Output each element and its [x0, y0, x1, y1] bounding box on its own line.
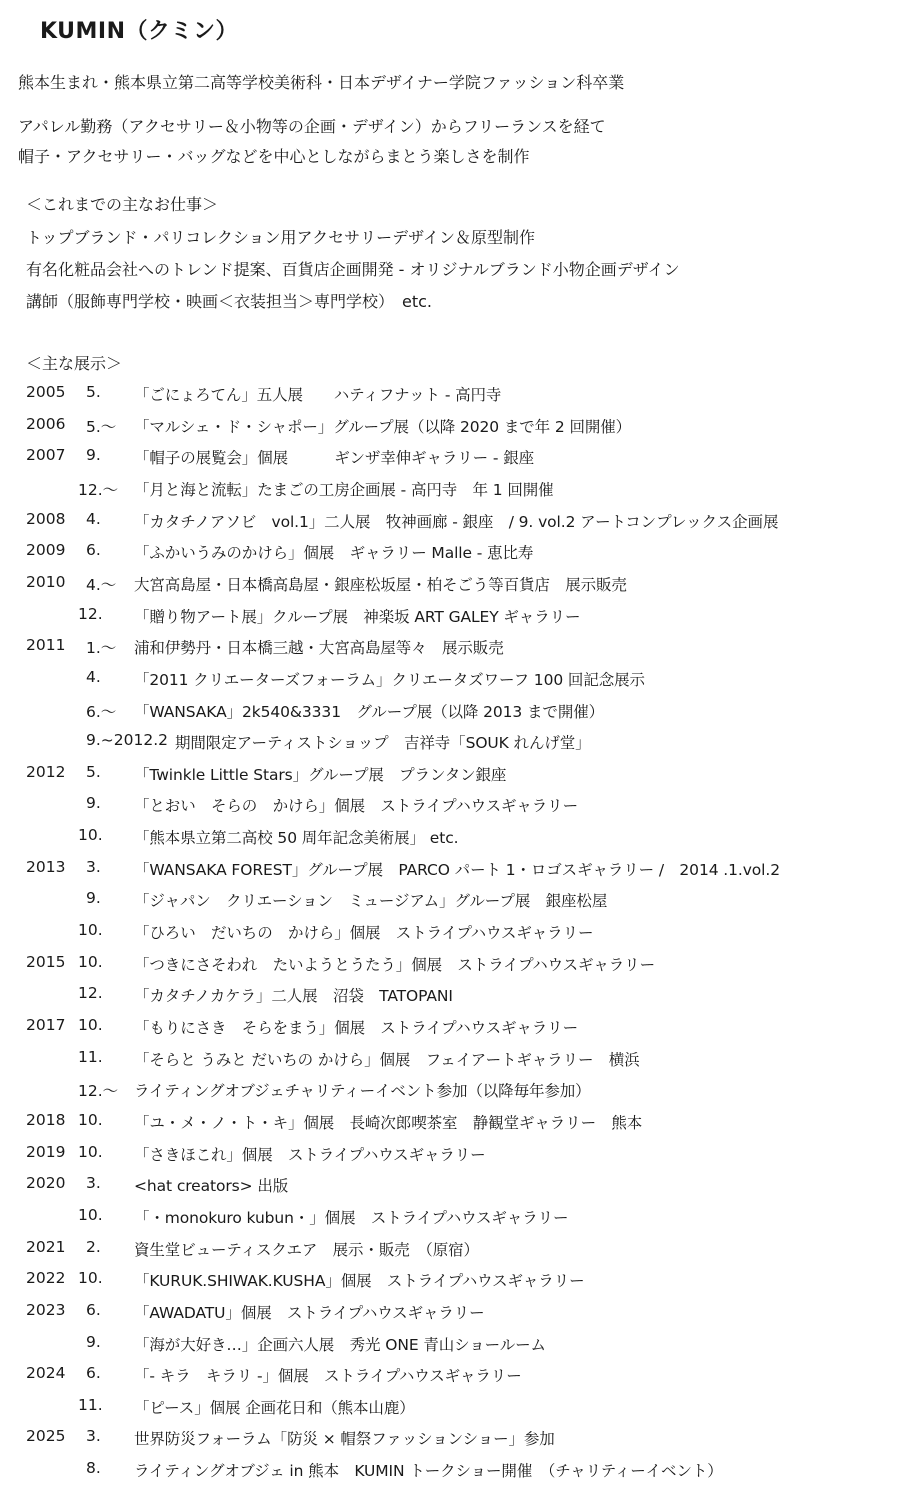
exhibition-row [0, 668, 900, 692]
exhibition-row [0, 1079, 900, 1103]
exhibition-month: 9. [86, 889, 101, 908]
exhibition-row [0, 1396, 900, 1420]
exhibition-month: 8. [86, 1459, 101, 1478]
exhibition-month: 3. [86, 1427, 101, 1446]
exhibition-row [0, 889, 900, 913]
exhibition-description: 「とおい そらの かけら」個展 ストライプハウスギャラリー [134, 797, 578, 816]
exhibition-month: 10. [78, 826, 103, 845]
exhibition-description: 「AWADATU」個展 ストライプハウスギャラリー [134, 1303, 485, 1322]
exhibition-row [0, 1238, 900, 1262]
exhibition-row [0, 415, 900, 439]
exhibition-description: ライティングオブジェチャリティーイベント参加（以降毎年参加） [134, 1082, 591, 1101]
works-heading: ＜これまでの主なお仕事＞ [26, 195, 219, 214]
exhibition-row [0, 446, 900, 470]
exhibition-description: <hat creators> 出版 [134, 1177, 289, 1196]
exhibition-month: 3. [86, 1174, 101, 1193]
exhibition-month: 9. [86, 794, 101, 813]
exhibition-row [0, 731, 900, 755]
exhibition-description: 「つきにさそわれ たいようとうたう」個展 ストライプハウスギャラリー [134, 955, 655, 974]
exhibition-year: 2005 [26, 383, 66, 401]
exhibitions-heading: ＜主な展示＞ [26, 354, 123, 373]
exhibition-month: 9.~2012.2 [86, 731, 169, 750]
exhibition-description: 「ふかいうみのかけら」個展 ギャラリー Malle - 恵比寿 [134, 544, 534, 563]
exhibition-description: 大宮高島屋・日本橋高島屋・銀座松坂屋・柏そごう等百貨店 展示販売 [134, 575, 627, 594]
exhibition-row [0, 953, 900, 977]
exhibition-row [0, 1333, 900, 1357]
exhibition-year: 2017 [26, 1016, 66, 1034]
exhibition-month: 5.～ [86, 417, 117, 436]
exhibition-row [0, 984, 900, 1008]
exhibition-year: 2013 [26, 857, 66, 876]
exhibition-row [0, 1111, 900, 1135]
exhibition-year: 2018 [26, 1110, 66, 1129]
exhibition-row [0, 794, 900, 818]
intro-line: アパレル勤務（アクセサリー＆小物等の企画・デザイン）からフリーランスを経て [18, 117, 606, 136]
exhibition-year: 2025 [26, 1427, 66, 1446]
exhibition-description: 「WANSAKA FOREST」グループ展 PARCO パート 1・ロゴスギャラリー / 2014 .1.vol.2 [134, 860, 780, 879]
works-item: 有名化粧品会社へのトレンド提案、百貨店企画開発 - オリジナルブランド小物企画デザイン [26, 260, 680, 279]
exhibition-description: 「カタチノアソビ vol.1」二人展 牧神画廊 - 銀座 / 9. vol.2 アートコンプレックス企画展 [134, 512, 779, 531]
exhibition-row [0, 1269, 900, 1293]
exhibition-description: 期間限定アーティストショップ 吉祥寺「SOUK れんげ堂」 [175, 734, 591, 753]
exhibition-description: 「熊本県立第二高校 50 周年記念美術展」 etc. [134, 829, 459, 848]
exhibition-description: 「マルシェ・ド・シャポー」グループ展（以降 2020 まで年 2 回開催） [134, 417, 632, 436]
exhibition-row [0, 1427, 900, 1451]
exhibition-description: ライティングオブジェ in 熊本 KUMIN トークショー開催 （チャリティーイベント） [134, 1462, 723, 1481]
exhibition-year: 2019 [26, 1142, 66, 1161]
exhibition-row [0, 573, 900, 597]
exhibition-row [0, 605, 900, 629]
exhibition-row [0, 921, 900, 945]
exhibition-row [0, 763, 900, 787]
exhibition-row [0, 1364, 900, 1388]
exhibition-description: 「ユ・メ・ノ・ト・キ」個展 長崎次郎喫茶室 静観堂ギャラリー 熊本 [134, 1113, 643, 1132]
exhibition-row [0, 1301, 900, 1325]
exhibition-month: 12. [78, 984, 103, 1003]
works-item: トップブランド・パリコレクション用アクセサリーデザイン＆原型制作 [26, 228, 535, 247]
exhibition-month: 6.～ [86, 702, 117, 721]
exhibition-description: 「・monokuro kubun・」個展 ストライプハウスギャラリー [134, 1208, 569, 1227]
exhibition-year: 2009 [26, 541, 66, 560]
exhibition-description: 「さきほこれ」個展 ストライプハウスギャラリー [134, 1145, 486, 1164]
exhibition-description: 「海が大好き…」企画六人展 秀光 ONE 青山ショールーム [134, 1335, 546, 1354]
exhibition-year: 2020 [26, 1174, 66, 1193]
exhibition-month: 6. [86, 541, 101, 560]
exhibition-row [0, 1459, 900, 1483]
exhibition-row [0, 383, 900, 407]
exhibition-month: 6. [86, 1364, 101, 1383]
exhibition-year: 2006 [26, 414, 66, 433]
exhibition-row [0, 478, 900, 502]
exhibition-row [0, 858, 900, 882]
exhibition-month: 9. [86, 1332, 101, 1351]
exhibition-month: 12.～ [78, 1082, 119, 1101]
exhibition-month: 10. [78, 1269, 103, 1288]
exhibition-description: 「贈り物アート展」クループ展 神楽坂 ART GALEY ギャラリー [134, 607, 581, 626]
exhibition-description: 世界防災フォーラム「防災 × 帽祭ファッションショー」参加 [134, 1430, 555, 1449]
exhibition-year: 2022 [26, 1269, 66, 1288]
exhibition-month: 2. [86, 1237, 101, 1256]
exhibition-description: 「ごにょろてん」五人展 ハティフナット - 高円寺 [134, 386, 502, 404]
exhibition-year: 2008 [26, 509, 66, 528]
exhibition-description: 「KURUK.SHIWAK.KUSHA」個展 ストライプハウスギャラリー [134, 1272, 585, 1291]
exhibition-month: 4. [86, 509, 101, 528]
exhibition-month: 4.～ [86, 575, 117, 594]
exhibition-row [0, 1048, 900, 1072]
exhibition-month: 10. [78, 1142, 103, 1161]
exhibition-row [0, 1174, 900, 1198]
exhibition-month: 10. [78, 1205, 103, 1224]
works-item: 講師（服飾専門学校・映画＜衣装担当＞専門学校） etc. [26, 292, 433, 311]
intro-line: 帽子・アクセサリー・バッグなどを中心としながらまとう楽しさを制作 [18, 147, 530, 166]
exhibition-month: 5. [86, 762, 101, 781]
exhibition-description: 「そらと うみと だいちの かけら」個展 フェイアートギャラリー 横浜 [134, 1050, 640, 1069]
exhibition-month: 5. [86, 383, 101, 401]
exhibition-row [0, 510, 900, 534]
exhibition-month: 12. [78, 604, 103, 623]
exhibition-year: 2023 [26, 1300, 66, 1319]
exhibition-description: 資生堂ビューティスクエア 展示・販売 （原宿） [134, 1240, 479, 1259]
exhibition-month: 10. [78, 1016, 103, 1034]
exhibition-month: 4. [86, 667, 101, 686]
page-title: KUMIN（クミン） [40, 19, 239, 44]
exhibition-month: 11. [78, 1395, 103, 1414]
exhibition-year: 2010 [26, 572, 66, 591]
exhibition-year: 2024 [26, 1364, 66, 1383]
exhibition-row [0, 1206, 900, 1230]
exhibition-month: 1.～ [86, 639, 117, 658]
exhibition-description: 「2011 クリエーターズフォーラム」クリエータズワーフ 100 回記念展示 [134, 670, 645, 689]
exhibition-year: 2012 [26, 762, 66, 781]
exhibition-month: 11. [78, 1047, 103, 1066]
exhibition-month: 10. [78, 1110, 103, 1129]
exhibition-description: 「もりにさき そらをまう」個展 ストライプハウスギャラリー [134, 1019, 578, 1037]
exhibition-year: 2007 [26, 446, 66, 465]
exhibition-description: 「WANSAKA」2k540&3331 グループ展（以降 2013 まで開催） [134, 702, 605, 721]
exhibition-description: 「Twinkle Little Stars」グループ展 プランタン銀座 [134, 765, 507, 784]
exhibition-row [0, 700, 900, 724]
intro-line: 熊本生まれ・熊本県立第二高等学校美術科・日本デザイナー学院ファッション科卒業 [18, 73, 625, 92]
exhibition-month: 10. [78, 952, 103, 971]
exhibition-row [0, 636, 900, 660]
exhibition-month: 10. [78, 921, 103, 940]
exhibition-month: 6. [86, 1300, 101, 1319]
exhibition-year: 2021 [26, 1237, 66, 1256]
exhibition-description: 「月と海と流転」たまごの工房企画展 - 高円寺 年 1 回開催 [134, 480, 554, 499]
exhibition-description: 「帽子の展覧会」個展 ギンザ幸伸ギャラリー - 銀座 [134, 449, 534, 468]
exhibition-month: 9. [86, 446, 101, 465]
exhibition-year: 2015 [26, 952, 66, 971]
exhibition-description: 「カタチノカケラ」二人展 沼袋 TATOPANI [134, 987, 453, 1006]
exhibition-row [0, 1016, 900, 1040]
exhibition-row [0, 1143, 900, 1167]
exhibition-description: 「ピース」個展 企画花日和（熊本山鹿） [134, 1398, 415, 1417]
exhibition-description: 「ジャパン クリエーション ミュージアム」グループ展 銀座松屋 [134, 892, 608, 911]
exhibition-row [0, 826, 900, 850]
exhibition-year: 2011 [26, 636, 66, 655]
exhibition-month: 3. [86, 857, 101, 876]
exhibition-description: 「ひろい だいちの かけら」個展 ストライプハウスギャラリー [134, 924, 594, 943]
exhibition-description: 浦和伊勢丹・日本橋三越・大宮高島屋等々 展示販売 [134, 639, 504, 658]
exhibition-description: 「- キラ キラリ -」個展 ストライプハウスギャラリー [134, 1367, 522, 1386]
exhibition-row [0, 541, 900, 565]
exhibition-month: 12.～ [78, 480, 119, 499]
